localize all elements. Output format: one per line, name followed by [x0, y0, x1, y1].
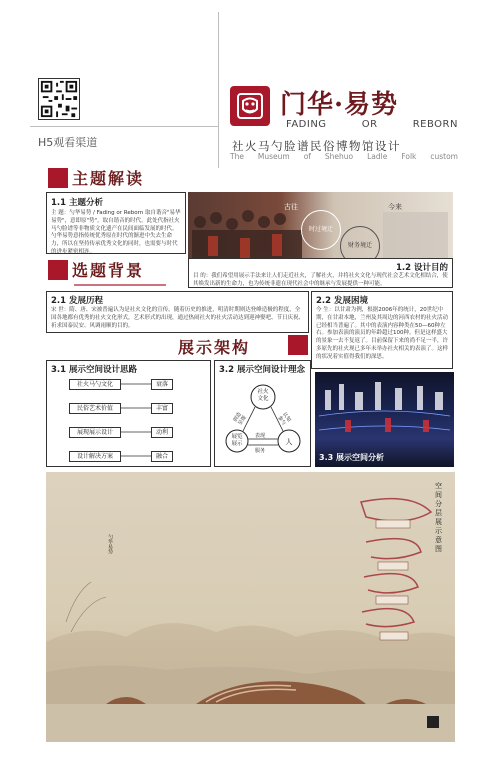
space-analysis-photo: [315, 372, 454, 467]
spatial-layers-scene: [46, 472, 455, 742]
scene-vertical-title: 空间分层展示意图: [435, 482, 442, 553]
flow-right-item: 丰富: [151, 403, 173, 414]
heading-1-1: 1.1 主题分析: [51, 198, 104, 208]
concept-node-exhibition: 展览 展示: [231, 434, 243, 447]
section-underline: [74, 284, 166, 286]
brand-en-word: FADING: [286, 119, 327, 130]
section-title-text: 展示架构: [178, 338, 251, 357]
flow-left-item: 社火马勺文化: [69, 379, 121, 390]
box-design-concept: [214, 360, 311, 467]
sub-en-word: Ladle: [367, 152, 388, 161]
section-title-text: 主题解读: [72, 169, 145, 188]
heading-2-1: 2.1 发展历程: [51, 296, 104, 306]
brand-title: 门华·易势: [280, 90, 399, 120]
sub-en-word: of: [303, 152, 311, 161]
sub-en-word: Museum: [257, 152, 290, 161]
header-divider-vertical: [218, 12, 219, 168]
box-development-history: [46, 291, 309, 333]
concept-node-people: 人: [285, 438, 293, 446]
concept-arrow-create: 创造 呈现: [232, 411, 248, 427]
concept-arrow-participate: 认知 参与: [276, 411, 292, 427]
sub-en-word: Shehuo: [324, 152, 354, 161]
sub-en-word: Folk: [401, 152, 417, 161]
section-cube-icon: [288, 335, 308, 355]
flow-left-item: 民俗艺术价值: [69, 403, 121, 414]
sub-en-word: custom: [430, 152, 458, 161]
concept-arrow-express: 表现: [255, 433, 266, 439]
label-past: 古往: [284, 203, 298, 211]
section-title-exhibit: [178, 333, 308, 357]
box-design-purpose: [188, 258, 453, 288]
heading-1-2: 1.2 设计目的: [395, 263, 448, 273]
heading-3-3: 3.3 展示空间分析: [319, 453, 384, 462]
header-divider-horizontal: [30, 126, 218, 127]
seal-stamp-icon: [427, 716, 439, 728]
label-present: 今来: [388, 203, 402, 211]
flow-left-item: 展现展示设计: [69, 427, 121, 438]
section-cube-icon: [48, 260, 68, 280]
heading-3-2: 3.2 展示空间设计理念: [219, 365, 306, 375]
qr-code-icon: [39, 79, 79, 119]
landscape-illustration: [46, 472, 455, 742]
body-2-1: 宋 世：隋、唐、宋被普遍认为是社火文化的宣传。随着历史的推进，明清时期则达登峰造极的程度，全国各地都有优秀的社火文化形式，艺术形式的出现，通过热闹社火的社火活动达到迎神娶吧、节日庆祝、祈求国泰民安、风调雨顺的目的。: [51, 307, 305, 329]
circle-label-1: 时过境迁: [301, 210, 341, 250]
body-2-2: 今 生：以甘肃为例，根据2006年的统计，20世纪中期，在甘肃本地，兰州及其周边的河西农村的社火活动已经相当普遍了。其中的表演内容种类在50—60种左右。参加表演的演员的年龄超过100种。但是这样盛大的景象一去不复返了。目前保留下来的尚不足一半，许多原先的社火现已多年未举办社火相关的表演了。这样的状况着实值得我们的深思。: [316, 307, 449, 360]
subtitle-english: [230, 152, 458, 161]
brand-english: [286, 119, 458, 130]
body-1-2: 目 的：我们希望用展示手法来让人们走近社火，了解社火，并将社火文化与现代社会艺术文化相结合，使其焕发出新的生命力，也为传统非遗在现代社会中的继承与发展提供一种可能。: [193, 273, 448, 287]
h5-channel-label: H5观看渠道: [38, 136, 98, 149]
qr-code[interactable]: [38, 78, 80, 120]
section-title-theme: [48, 166, 144, 189]
sub-en-word: The: [230, 152, 244, 161]
brand-en-word: REBORN: [412, 119, 458, 130]
flow-right-item: 融合: [151, 451, 173, 462]
heading-2-2: 2.2 发展困境: [316, 296, 369, 306]
heading-3-1: 3.1 展示空间设计思路: [51, 365, 138, 375]
flow-left-item: 设计解决方案: [69, 451, 121, 462]
subtitle-chinese: 社火马勺脸谱民俗博物馆设计: [232, 139, 401, 153]
concept-node-culture: 社火 文化: [257, 389, 269, 402]
box-design-thinking: [46, 360, 211, 467]
section-cube-icon: [48, 168, 68, 188]
brand-en-word: OR: [361, 119, 378, 130]
section-title-text: 选题背景: [72, 261, 145, 280]
body-1-1: 主 题：勺华易势 / Fading or Reborn 取自谐音"易华易势"，意即原"势"，取自谐音的时代。此处代指社火马勺脸谱等非物质文化遗产在民间面临发展的时代。勺华易势意指传统优秀原在时代的渐进中失去生命力，所以在坚持传承优秀文化的同时，也需要与时代的进步紧密相连。: [51, 210, 181, 255]
flow-right-item: 动利: [151, 427, 173, 438]
mask-icon: [235, 91, 265, 121]
section-title-topic: [48, 258, 144, 281]
flow-connectors: [47, 361, 212, 468]
flow-right-item: 衰落: [151, 379, 173, 390]
box-development-dilemma: [311, 291, 453, 369]
box-theme-analysis: [46, 192, 186, 254]
brand-logo: [230, 86, 270, 126]
concept-arrow-serve: 服务: [255, 448, 266, 454]
circle-label-2: 财务境迁: [340, 226, 380, 266]
scene-small-brand: 勺华易势: [107, 534, 113, 554]
